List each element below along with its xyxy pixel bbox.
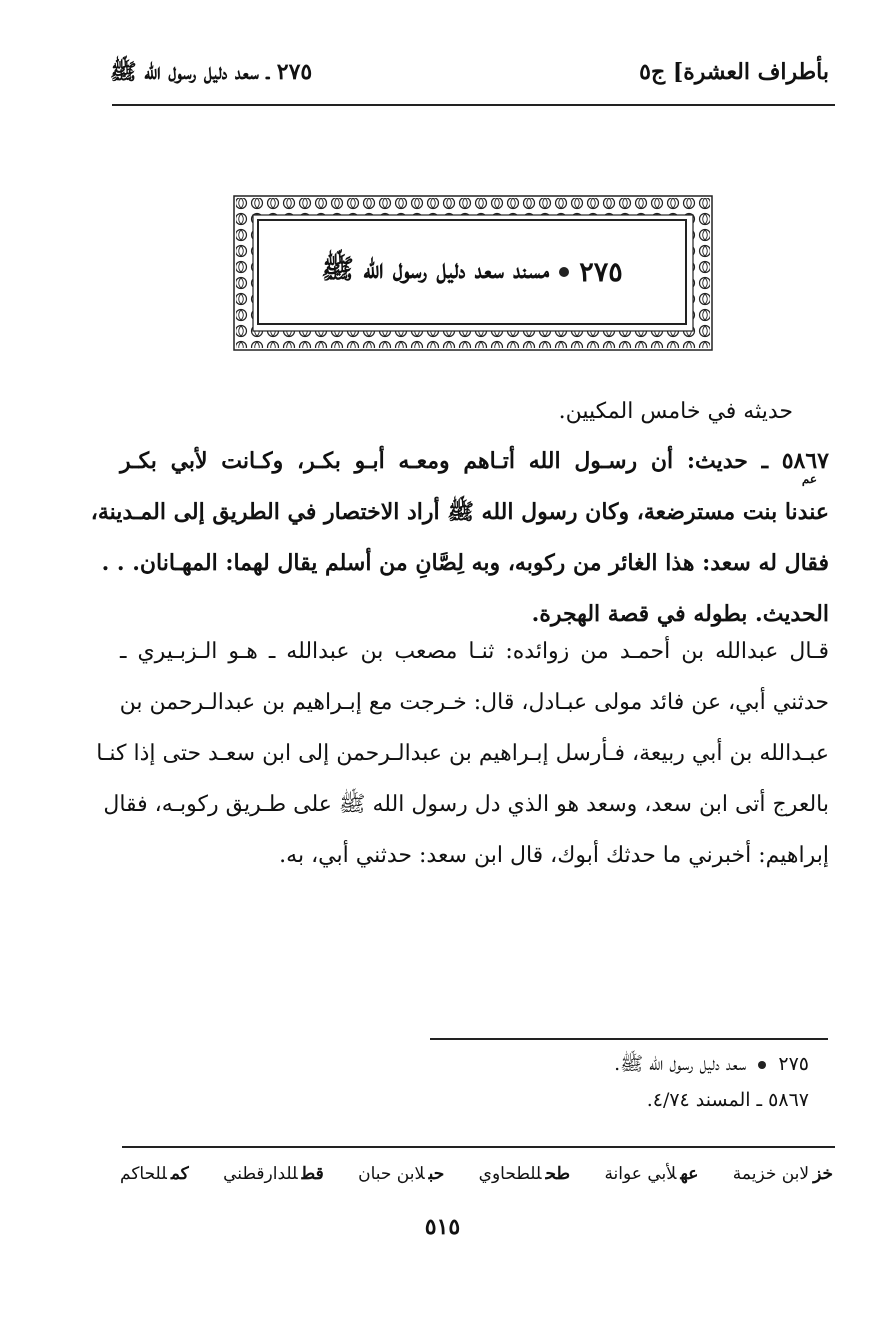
abbr-item xyxy=(733,1164,833,1184)
footnote-1 xyxy=(430,1046,809,1082)
hadith-line-4: الحديث. بطوله في قصة الهجرة. xyxy=(531,601,829,627)
addition-line-1: قـال عبدالله بن أحمـد من زوائده: ثنـا مصعب بن عبدالله ـ هـو الـزبـيري ـ xyxy=(120,639,829,664)
hadith-line-2: عندنا بنت مسترضعة، وكان رسول الله ﷺ أراد الاختصار في الطريق إلى المـدينة، xyxy=(90,499,829,525)
abbr-code: عه xyxy=(680,1164,699,1184)
hadith-paragraph xyxy=(90,436,829,640)
abbr-code: حب xyxy=(428,1164,445,1184)
page-number: ٥١٥ xyxy=(424,1214,461,1240)
footnote-rule xyxy=(430,1038,828,1040)
abbr-meaning: للحاكم xyxy=(120,1164,167,1184)
bullet-icon xyxy=(758,1061,766,1069)
abbr-meaning: لابن خزيمة xyxy=(732,1164,810,1184)
bullet-icon xyxy=(559,267,569,277)
running-header xyxy=(110,56,829,96)
abbr-meaning: لأبي عوانة xyxy=(604,1164,677,1184)
abbr-item xyxy=(120,1164,189,1184)
addition-line-3: عبـدالله بن أبي ربيعة، فـأرسل إبـراهيم بن عبدالـرحمن إلى ابن سعـد حتى إذا كنـا xyxy=(96,741,829,766)
header-book-ref: بأطراف العشرة] ج٥ xyxy=(639,59,829,85)
marginal-note: عم xyxy=(801,472,817,486)
abbr-meaning: لابن حبان xyxy=(358,1164,425,1184)
intro-line: حديثه في خامس المكيين. xyxy=(558,399,793,424)
footnote-2 xyxy=(430,1082,809,1118)
key-rule xyxy=(122,1146,835,1148)
footnote-1-number: ٢٧٥ xyxy=(778,1053,809,1075)
abbr-item xyxy=(358,1164,444,1184)
section-number: ٢٧٥ xyxy=(579,256,623,288)
hadith-line-3: فقال له سعد: هذا الغائر من ركوبه، وبه لِصَّانِ من أسلم يقال لهما: المهـانان. . . xyxy=(101,550,829,576)
abbr-item xyxy=(479,1164,570,1184)
addition-paragraph xyxy=(96,626,829,881)
abbr-item xyxy=(223,1164,324,1184)
addition-line-5: إبراهيم: أخبرني ما حدثك أبوك، قال ابن سعد: حدثني أبي، به. xyxy=(279,843,829,868)
intro-paragraph xyxy=(120,386,829,437)
section-title-text: مسند سعد دليل رسول الله ﷺ xyxy=(321,254,550,285)
footnotes xyxy=(430,1046,809,1118)
abbr-code: قط xyxy=(301,1164,324,1184)
header-section-ref: ٢٧٥ ـ سعد دليل رسول الله ﷺ xyxy=(110,59,313,85)
abbr-meaning: للطحاوي xyxy=(478,1164,542,1184)
abbr-meaning: للدارقطني xyxy=(223,1164,298,1184)
addition-line-2: حدثني أبي، عن فائد مولى عبـادل، قال: خـرجت مع إبـراهيم بن عبدالـرحمن بن xyxy=(119,690,829,715)
header-rule xyxy=(112,104,835,106)
abbr-code: طح xyxy=(545,1164,571,1184)
hadith-line-1: ٥٨٦٧ ـ حديث: أن رسـول الله أتـاهم ومعـه أبـو بكـر، وكـانت لأبي بكـر xyxy=(120,448,829,474)
abbr-code: خز xyxy=(813,1164,833,1184)
abbr-code: كم xyxy=(170,1164,189,1184)
abbreviation-key xyxy=(120,1156,833,1192)
section-title xyxy=(257,219,687,325)
footnote-2-text: ٥٨٦٧ ـ المسند ٤/٧٤. xyxy=(646,1089,809,1111)
addition-line-4: بالعرج أتى ابن سعد، وسعد هو الذي دل رسول الله ﷺ على طـريق ركوبـه، فقال xyxy=(103,792,829,817)
title-frame xyxy=(233,195,713,351)
abbr-item xyxy=(604,1164,698,1184)
footnote-1-text: سعد دليل رسول الله ﷺ. xyxy=(614,1053,747,1075)
